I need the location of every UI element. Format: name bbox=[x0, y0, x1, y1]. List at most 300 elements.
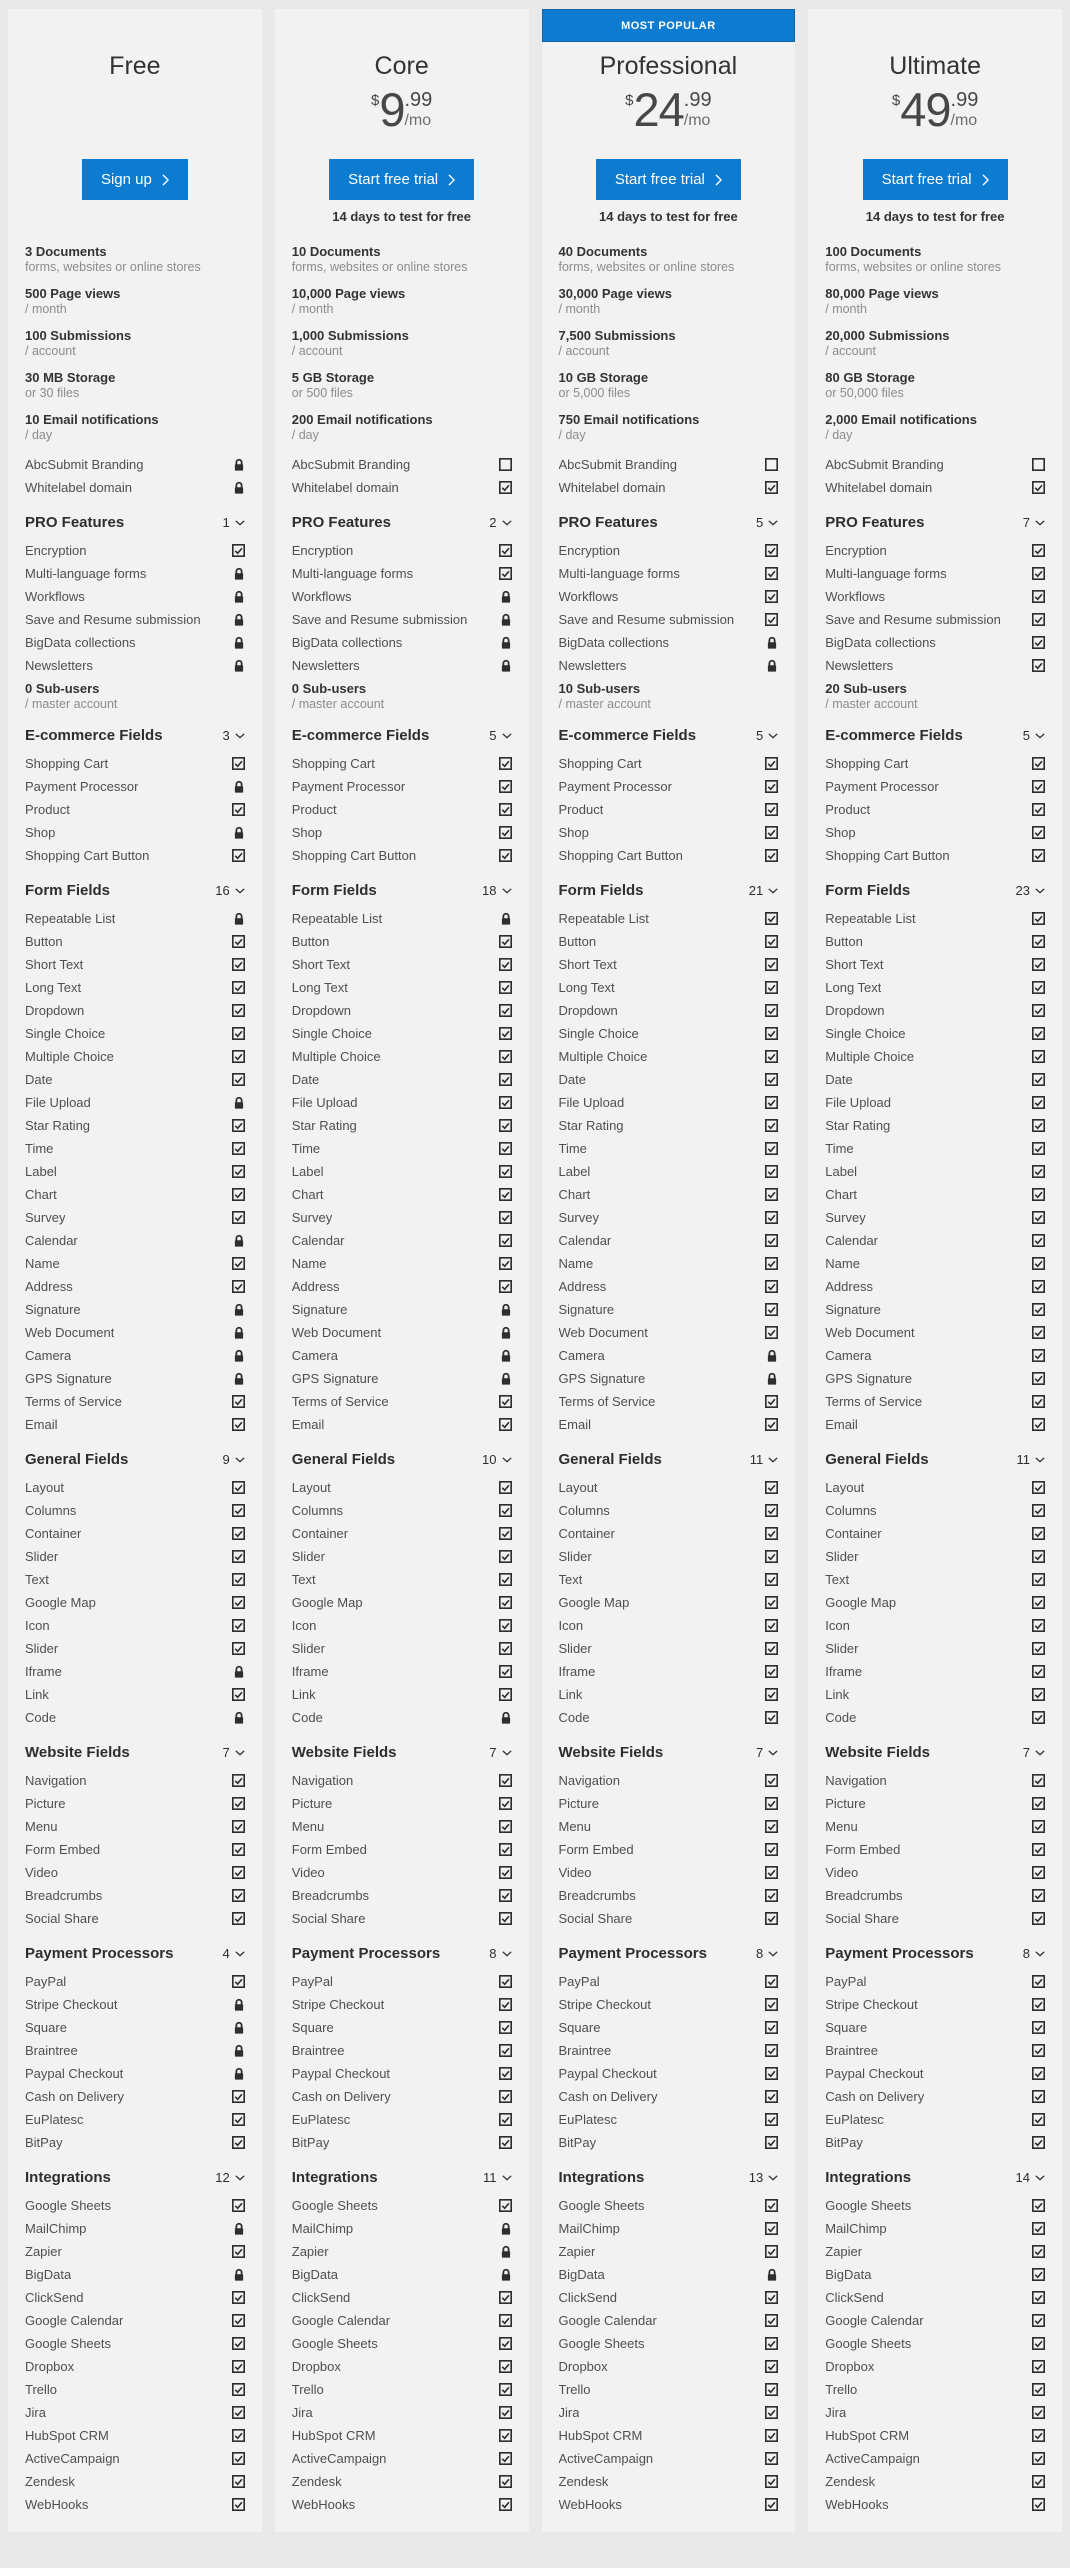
feature-row bbox=[825, 1160, 1045, 1183]
stat-value: 80 GB Storage bbox=[825, 370, 915, 385]
checked-icon bbox=[765, 1211, 778, 1224]
feature-label: Encryption bbox=[825, 543, 887, 558]
feature-row bbox=[25, 907, 245, 930]
feature-label: Calendar bbox=[558, 1233, 612, 1248]
cta-button-core[interactable] bbox=[329, 159, 474, 200]
checked-icon bbox=[232, 1688, 245, 1701]
feature-label: Multi-language forms bbox=[25, 566, 147, 581]
feature-row bbox=[292, 2447, 512, 2470]
section-meta bbox=[1023, 1745, 1045, 1760]
feature-row bbox=[825, 2039, 1045, 2062]
feature-row bbox=[25, 976, 245, 999]
checked-icon bbox=[1032, 912, 1045, 925]
cta-wrap bbox=[25, 159, 245, 200]
feature-row bbox=[559, 930, 779, 953]
section-title: E-commerce Fields bbox=[825, 727, 963, 744]
checked-icon bbox=[232, 849, 245, 862]
stat bbox=[25, 327, 245, 359]
feature-label: HubSpot CRM bbox=[291, 2428, 376, 2443]
feature-label: Date bbox=[558, 1072, 586, 1087]
stat bbox=[292, 285, 512, 317]
feature-label: PayPal bbox=[825, 1974, 867, 1989]
stat-note: or 5,000 files bbox=[558, 386, 631, 400]
section-header-pro-features[interactable] bbox=[825, 514, 1045, 531]
feature-row bbox=[559, 1522, 779, 1545]
feature-label: Columns bbox=[825, 1503, 877, 1518]
locked-icon bbox=[500, 1349, 512, 1363]
section-meta bbox=[489, 1745, 511, 1760]
price-currency: $ bbox=[625, 92, 634, 109]
feature-label: Label bbox=[291, 1164, 324, 1179]
locked-icon bbox=[500, 1326, 512, 1340]
checked-icon bbox=[232, 1027, 245, 1040]
checked-icon bbox=[1032, 1211, 1045, 1224]
feature-row bbox=[292, 2240, 512, 2263]
feature-row bbox=[25, 2217, 245, 2240]
stat bbox=[25, 243, 245, 275]
feature-row bbox=[825, 1367, 1045, 1390]
feature-row bbox=[559, 2332, 779, 2355]
feature-label: Video bbox=[25, 1865, 59, 1880]
cta-button-free[interactable] bbox=[82, 159, 188, 200]
section-title: PRO Features bbox=[558, 514, 658, 531]
feature-label: Whitelabel domain bbox=[825, 480, 933, 495]
feature-label: Shop bbox=[825, 825, 856, 840]
feature-row bbox=[292, 1275, 512, 1298]
feature-row bbox=[292, 2263, 512, 2286]
checked-icon bbox=[765, 613, 778, 626]
section-title: Integrations bbox=[558, 2169, 645, 2186]
feature-row bbox=[559, 775, 779, 798]
feature-row bbox=[292, 654, 512, 677]
section-header-integrations[interactable] bbox=[559, 2169, 779, 2186]
feature-row bbox=[292, 1861, 512, 1884]
checked-icon bbox=[499, 2475, 512, 2488]
feature-row bbox=[25, 1838, 245, 1861]
checked-icon bbox=[499, 1596, 512, 1609]
feature-row bbox=[292, 1068, 512, 1091]
section-title: PRO Features bbox=[825, 514, 925, 531]
section-header-form-fields[interactable] bbox=[25, 882, 245, 899]
feature-label: MailChimp bbox=[291, 2221, 354, 2236]
feature-label: Star Rating bbox=[25, 1118, 91, 1133]
stat-value: 80,000 Page views bbox=[825, 286, 939, 301]
checked-icon bbox=[765, 803, 778, 816]
feature-label: Zendesk bbox=[825, 2474, 876, 2489]
feature-label: Social Share bbox=[291, 1911, 366, 1926]
section-header-payment-processors[interactable] bbox=[25, 1945, 245, 1962]
feature-label: Web Document bbox=[25, 1325, 115, 1340]
feature-row bbox=[559, 1413, 779, 1436]
feature-label: Code bbox=[291, 1710, 323, 1725]
section-title: PRO Features bbox=[291, 514, 391, 531]
stat-note: / month bbox=[25, 302, 67, 316]
locked-icon bbox=[233, 2021, 245, 2035]
feature-row bbox=[825, 1476, 1045, 1499]
price-period: /mo bbox=[950, 112, 978, 129]
section-count: 2 bbox=[489, 515, 497, 530]
section-header-pro-features[interactable] bbox=[559, 514, 779, 531]
feature-row bbox=[825, 821, 1045, 844]
checked-icon bbox=[232, 1481, 245, 1494]
locked-icon bbox=[500, 2268, 512, 2282]
section-header-integrations[interactable] bbox=[25, 2169, 245, 2186]
checked-icon bbox=[499, 1866, 512, 1879]
feature-label: Cash on Delivery bbox=[291, 2089, 391, 2104]
feature-row bbox=[292, 907, 512, 930]
feature-row bbox=[25, 821, 245, 844]
feature-label: Web Document bbox=[291, 1325, 382, 1340]
locked-icon bbox=[233, 613, 245, 627]
section-header-website-fields[interactable] bbox=[559, 1744, 779, 1761]
feature-row bbox=[25, 1229, 245, 1252]
feature-row bbox=[25, 2240, 245, 2263]
feature-row bbox=[292, 1137, 512, 1160]
cta-label: Sign up bbox=[100, 171, 152, 188]
checked-icon bbox=[499, 1665, 512, 1678]
checked-icon bbox=[1032, 1050, 1045, 1063]
feature-row bbox=[825, 1344, 1045, 1367]
feature-label: Time bbox=[25, 1141, 54, 1156]
feature-row bbox=[559, 654, 779, 677]
feature-row bbox=[25, 798, 245, 821]
feature-row bbox=[25, 844, 245, 867]
stat-value: 500 Page views bbox=[25, 286, 121, 301]
feature-row bbox=[25, 1344, 245, 1367]
checked-icon bbox=[1032, 803, 1045, 816]
plan-title: Free bbox=[109, 52, 161, 80]
section-count: 8 bbox=[489, 1946, 497, 1961]
plan-price bbox=[559, 85, 779, 157]
feature-row bbox=[825, 2470, 1045, 2493]
feature-label: Repeatable List bbox=[558, 911, 649, 926]
checked-icon bbox=[1032, 1234, 1045, 1247]
feature-label: Whitelabel domain bbox=[25, 480, 132, 495]
feature-label: Google Sheets bbox=[291, 2336, 378, 2351]
feature-label: Encryption bbox=[25, 543, 87, 558]
feature-label: Name bbox=[25, 1256, 60, 1271]
stat-value: 100 Documents bbox=[825, 244, 922, 259]
feature-row bbox=[292, 1252, 512, 1275]
feature-label: ClickSend bbox=[291, 2290, 351, 2305]
feature-row bbox=[825, 1522, 1045, 1545]
chevron-down-icon bbox=[502, 1951, 512, 1957]
feature-label: Container bbox=[825, 1526, 882, 1541]
feature-label: Dropdown bbox=[291, 1003, 352, 1018]
section-header-e-commerce-fields[interactable] bbox=[25, 727, 245, 744]
checked-icon bbox=[1032, 1027, 1045, 1040]
feature-label: Address bbox=[291, 1279, 340, 1294]
checked-icon bbox=[765, 590, 778, 603]
section-header-form-fields[interactable] bbox=[825, 882, 1045, 899]
checked-icon bbox=[232, 935, 245, 948]
feature-label: Icon bbox=[25, 1618, 50, 1633]
feature-row bbox=[825, 1706, 1045, 1729]
feature-label: HubSpot CRM bbox=[558, 2428, 643, 2443]
cta-wrap bbox=[559, 159, 779, 200]
feature-row bbox=[25, 999, 245, 1022]
checked-icon bbox=[1032, 2291, 1045, 2304]
feature-row bbox=[825, 2378, 1045, 2401]
checked-icon bbox=[499, 1998, 512, 2011]
stat-note: / account bbox=[825, 344, 876, 358]
plan-card-professional bbox=[542, 9, 796, 2532]
feature-row bbox=[25, 1861, 245, 1884]
feature-row bbox=[292, 1769, 512, 1792]
feature-label: Newsletters bbox=[291, 658, 360, 673]
section-header-pro-features[interactable] bbox=[25, 514, 245, 531]
cta-button-professional[interactable] bbox=[596, 159, 741, 200]
stat bbox=[825, 327, 1045, 359]
section-header-website-fields[interactable] bbox=[25, 1744, 245, 1761]
feature-label: Google Calendar bbox=[558, 2313, 657, 2328]
checked-icon bbox=[1032, 2021, 1045, 2034]
section-header-form-fields[interactable] bbox=[292, 882, 512, 899]
checked-icon bbox=[232, 1119, 245, 1132]
checked-icon bbox=[765, 2067, 778, 2080]
checked-icon bbox=[1032, 1866, 1045, 1879]
feature-label: Date bbox=[825, 1072, 853, 1087]
feature-label: Product bbox=[825, 802, 871, 817]
stat bbox=[25, 285, 245, 317]
checked-icon bbox=[232, 2199, 245, 2212]
section-count: 7 bbox=[756, 1745, 764, 1760]
checked-icon bbox=[765, 2222, 778, 2235]
feature-label: AbcSubmit Branding bbox=[825, 457, 944, 472]
chevron-down-icon bbox=[502, 888, 512, 894]
feature-label: Navigation bbox=[25, 1773, 87, 1788]
checked-icon bbox=[499, 1797, 512, 1810]
feature-label: Slider bbox=[291, 1641, 325, 1656]
feature-row bbox=[25, 2108, 245, 2131]
feature-label: Repeatable List bbox=[825, 911, 916, 926]
price-integer: 24 bbox=[633, 83, 684, 136]
section-header-general-fields[interactable] bbox=[825, 1451, 1045, 1468]
feature-row bbox=[825, 1137, 1045, 1160]
feature-row bbox=[25, 1637, 245, 1660]
feature-row bbox=[292, 2355, 512, 2378]
feature-label: Multi-language forms bbox=[558, 566, 680, 581]
feature-label: Zapier bbox=[25, 2244, 62, 2259]
feature-label: Save and Resume submission bbox=[558, 612, 735, 627]
locked-icon bbox=[233, 1665, 245, 1679]
section-title: Website Fields bbox=[25, 1744, 130, 1761]
locked-icon bbox=[233, 1234, 245, 1248]
checked-icon bbox=[1032, 1372, 1045, 1385]
chevron-down-icon bbox=[502, 2175, 512, 2181]
feature-row bbox=[559, 2470, 779, 2493]
section-title: Payment Processors bbox=[825, 1945, 974, 1962]
section-title: General Fields bbox=[558, 1451, 662, 1468]
feature-label: Slider bbox=[558, 1641, 592, 1656]
checked-icon bbox=[765, 1998, 778, 2011]
stat bbox=[559, 243, 779, 275]
feature-row bbox=[559, 1838, 779, 1861]
feature-row bbox=[25, 1591, 245, 1614]
section-meta bbox=[215, 2170, 244, 2185]
checked-icon bbox=[765, 1073, 778, 1086]
feature-label: ClickSend bbox=[558, 2290, 618, 2305]
section-count: 7 bbox=[489, 1745, 497, 1760]
checked-icon bbox=[499, 1188, 512, 1201]
section-title: E-commerce Fields bbox=[25, 727, 163, 744]
feature-label: GPS Signature bbox=[291, 1371, 379, 1386]
section-header-e-commerce-fields[interactable] bbox=[825, 727, 1045, 744]
feature-label: Zapier bbox=[291, 2244, 329, 2259]
feature-label: BigData bbox=[825, 2267, 872, 2282]
section-header-pro-features[interactable] bbox=[292, 514, 512, 531]
section-header-general-fields[interactable] bbox=[292, 1451, 512, 1468]
checked-icon bbox=[1032, 1998, 1045, 2011]
feature-label: GPS Signature bbox=[25, 1371, 112, 1386]
feature-label: Whitelabel domain bbox=[291, 480, 399, 495]
feature-row bbox=[292, 1907, 512, 1930]
feature-row bbox=[292, 1970, 512, 1993]
section-header-e-commerce-fields[interactable] bbox=[559, 727, 779, 744]
section-header-form-fields[interactable] bbox=[559, 882, 779, 899]
section-header-e-commerce-fields[interactable] bbox=[292, 727, 512, 744]
checked-icon bbox=[1032, 1889, 1045, 1902]
stat-value: 0 Sub-users bbox=[291, 681, 367, 696]
checked-icon bbox=[232, 757, 245, 770]
plan-price bbox=[25, 85, 245, 157]
locked-icon bbox=[500, 590, 512, 604]
checked-icon bbox=[1032, 2314, 1045, 2327]
checked-icon bbox=[1032, 2113, 1045, 2126]
feature-row bbox=[292, 844, 512, 867]
cta-button-ultimate[interactable] bbox=[863, 159, 1008, 200]
feature-row bbox=[25, 1252, 245, 1275]
stat bbox=[25, 411, 245, 443]
section-header-payment-processors[interactable] bbox=[825, 1945, 1045, 1962]
feature-label: Paypal Checkout bbox=[825, 2066, 924, 2081]
feature-row bbox=[825, 2286, 1045, 2309]
checked-icon bbox=[1032, 780, 1045, 793]
price-fraction bbox=[951, 85, 979, 129]
feature-row bbox=[825, 539, 1045, 562]
feature-row bbox=[825, 1413, 1045, 1436]
stat-note: / master account bbox=[291, 697, 385, 711]
feature-label: Braintree bbox=[558, 2043, 612, 2058]
locked-icon bbox=[233, 2044, 245, 2058]
feature-label: Layout bbox=[558, 1480, 598, 1495]
section-header-payment-processors[interactable] bbox=[292, 1945, 512, 1962]
feature-row bbox=[25, 2355, 245, 2378]
checked-icon bbox=[765, 1504, 778, 1517]
feature-row bbox=[292, 999, 512, 1022]
section-header-website-fields[interactable] bbox=[825, 1744, 1045, 1761]
checked-icon bbox=[1032, 1418, 1045, 1431]
feature-label: Short Text bbox=[558, 957, 617, 972]
feature-row bbox=[25, 562, 245, 585]
trial-note: 14 days to test for free bbox=[599, 209, 738, 224]
section-header-website-fields[interactable] bbox=[292, 1744, 512, 1761]
feature-row bbox=[25, 1114, 245, 1137]
cta-wrap bbox=[825, 159, 1045, 200]
feature-label: Camera bbox=[291, 1348, 338, 1363]
feature-row bbox=[25, 1476, 245, 1499]
section-title: General Fields bbox=[291, 1451, 396, 1468]
feature-label: Stripe Checkout bbox=[25, 1997, 118, 2012]
section-title: Form Fields bbox=[558, 882, 644, 899]
stat bbox=[292, 327, 512, 359]
feature-label: Web Document bbox=[558, 1325, 648, 1340]
stat-note: or 500 files bbox=[291, 386, 353, 400]
checked-icon bbox=[765, 1280, 778, 1293]
section-count: 11 bbox=[749, 1452, 764, 1467]
checked-icon bbox=[499, 1418, 512, 1431]
cta-wrap bbox=[292, 159, 512, 200]
feature-label: Google Map bbox=[825, 1595, 897, 1610]
checked-icon bbox=[765, 1619, 778, 1632]
feature-row bbox=[559, 1683, 779, 1706]
feature-label: Columns bbox=[558, 1503, 610, 1518]
checked-icon bbox=[499, 2406, 512, 2419]
price-integer: 9 bbox=[379, 83, 405, 136]
feature-row bbox=[25, 2470, 245, 2493]
section-header-payment-processors[interactable] bbox=[559, 1945, 779, 1962]
feature-label: Zapier bbox=[825, 2244, 863, 2259]
checked-icon bbox=[232, 1004, 245, 1017]
checked-icon bbox=[232, 2245, 245, 2258]
checked-icon bbox=[765, 1119, 778, 1132]
checked-icon bbox=[499, 1774, 512, 1787]
feature-label: Trello bbox=[558, 2382, 591, 2397]
checked-icon bbox=[765, 2337, 778, 2350]
checked-icon bbox=[1032, 1843, 1045, 1856]
feature-label: MailChimp bbox=[558, 2221, 620, 2236]
section-header-general-fields[interactable] bbox=[25, 1451, 245, 1468]
section-meta bbox=[489, 515, 511, 530]
checked-icon bbox=[1032, 2452, 1045, 2465]
stat-note: or 50,000 files bbox=[825, 386, 904, 400]
section-header-general-fields[interactable] bbox=[559, 1451, 779, 1468]
feature-label: Shopping Cart Button bbox=[558, 848, 683, 863]
section-meta bbox=[749, 883, 778, 898]
feature-label: EuPlatesc bbox=[291, 2112, 351, 2127]
feature-label: Link bbox=[558, 1687, 583, 1702]
feature-label: Encryption bbox=[291, 543, 354, 558]
feature-row bbox=[25, 631, 245, 654]
stat-note: or 30 files bbox=[25, 386, 80, 400]
checked-icon bbox=[1032, 2136, 1045, 2149]
section-header-integrations[interactable] bbox=[825, 2169, 1045, 2186]
checked-icon bbox=[232, 2498, 245, 2511]
chevron-down-icon bbox=[768, 1457, 778, 1463]
feature-row bbox=[292, 1792, 512, 1815]
checked-icon bbox=[1032, 1004, 1045, 1017]
checked-icon bbox=[1032, 2090, 1045, 2103]
plan-stats bbox=[25, 243, 245, 443]
checked-icon bbox=[499, 1504, 512, 1517]
feature-row bbox=[292, 1838, 512, 1861]
feature-label: Single Choice bbox=[825, 1026, 906, 1041]
feature-label: Multiple Choice bbox=[291, 1049, 381, 1064]
checked-icon bbox=[1032, 1596, 1045, 1609]
feature-row bbox=[292, 1344, 512, 1367]
stat-note: / month bbox=[558, 302, 601, 316]
stat bbox=[292, 369, 512, 401]
feature-label: Terms of Service bbox=[291, 1394, 389, 1409]
feature-label: Navigation bbox=[291, 1773, 354, 1788]
feature-row bbox=[825, 1815, 1045, 1838]
section-count: 4 bbox=[222, 1946, 230, 1961]
feature-row bbox=[825, 2401, 1045, 2424]
feature-row bbox=[559, 1298, 779, 1321]
checked-icon bbox=[765, 1050, 778, 1063]
plan-title: Core bbox=[374, 52, 429, 80]
section-header-integrations[interactable] bbox=[292, 2169, 512, 2186]
